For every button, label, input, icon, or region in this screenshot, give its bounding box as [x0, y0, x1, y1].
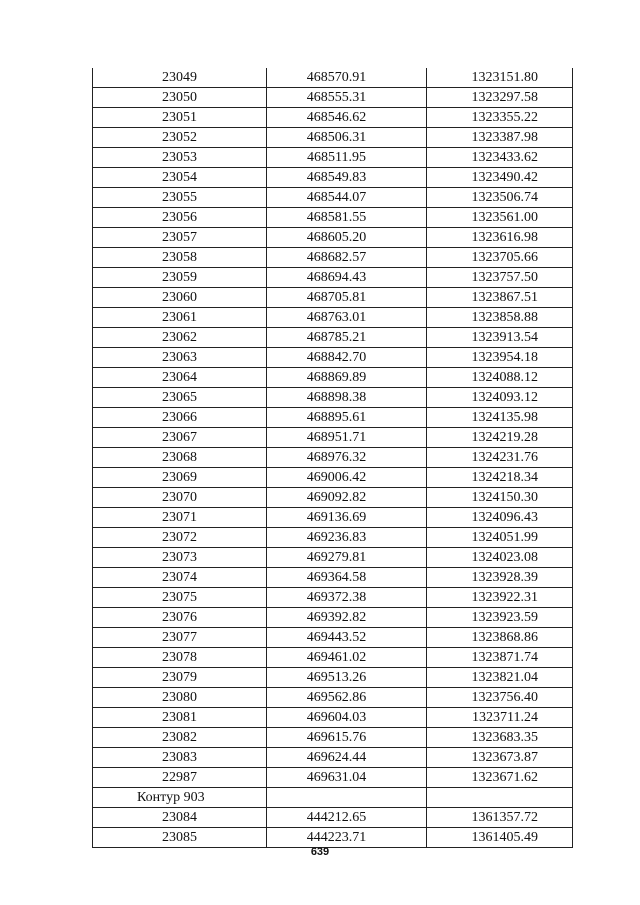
point-id-cell: 23078: [93, 648, 267, 668]
x-coordinate-cell: 468605.20: [267, 228, 427, 248]
y-coordinate-cell: 1323922.31: [427, 588, 573, 608]
point-id-cell: 22987: [93, 768, 267, 788]
point-id-cell: 23074: [93, 568, 267, 588]
y-coordinate-cell: 1323757.50: [427, 268, 573, 288]
y-coordinate-cell: 1324093.12: [427, 388, 573, 408]
table-row: [93, 568, 573, 588]
table-row: [93, 828, 573, 848]
y-coordinate-cell: 1324219.28: [427, 428, 573, 448]
table-row: [93, 668, 573, 688]
x-coordinate-cell: 469364.58: [267, 568, 427, 588]
x-coordinate-cell: 468570.91: [267, 68, 427, 88]
x-coordinate-cell: 469372.38: [267, 588, 427, 608]
x-coordinate-cell: 468898.38: [267, 388, 427, 408]
x-coordinate-cell: 469562.86: [267, 688, 427, 708]
point-id-cell: 23049: [93, 68, 267, 88]
y-coordinate-cell: 1324096.43: [427, 508, 573, 528]
x-coordinate-cell: 469604.03: [267, 708, 427, 728]
empty-cell: [427, 788, 573, 808]
point-id-cell: 23080: [93, 688, 267, 708]
y-coordinate-cell: 1323871.74: [427, 648, 573, 668]
y-coordinate-cell: 1324135.98: [427, 408, 573, 428]
y-coordinate-cell: 1323433.62: [427, 148, 573, 168]
y-coordinate-cell: 1323671.62: [427, 768, 573, 788]
y-coordinate-cell: 1324023.08: [427, 548, 573, 568]
x-coordinate-cell: 469443.52: [267, 628, 427, 648]
table-row: [93, 248, 573, 268]
point-id-cell: 23073: [93, 548, 267, 568]
x-coordinate-cell: 468546.62: [267, 108, 427, 128]
table-row: [93, 368, 573, 388]
point-id-cell: 23084: [93, 808, 267, 828]
y-coordinate-cell: 1323954.18: [427, 348, 573, 368]
point-id-cell: 23085: [93, 828, 267, 848]
point-id-cell: 23076: [93, 608, 267, 628]
table-row: [93, 108, 573, 128]
table-row: [93, 88, 573, 108]
point-id-cell: 23054: [93, 168, 267, 188]
table-row: [93, 468, 573, 488]
table-row: [93, 768, 573, 788]
y-coordinate-cell: 1324218.34: [427, 468, 573, 488]
table-row: [93, 128, 573, 148]
point-id-cell: 23055: [93, 188, 267, 208]
x-coordinate-cell: 469513.26: [267, 668, 427, 688]
point-id-cell: 23067: [93, 428, 267, 448]
y-coordinate-cell: 1361357.72: [427, 808, 573, 828]
point-id-cell: 23079: [93, 668, 267, 688]
x-coordinate-cell: 468976.32: [267, 448, 427, 468]
point-id-cell: 23083: [93, 748, 267, 768]
section-header-row: [93, 788, 573, 808]
y-coordinate-cell: 1323705.66: [427, 248, 573, 268]
y-coordinate-cell: 1323506.74: [427, 188, 573, 208]
y-coordinate-cell: 1323756.40: [427, 688, 573, 708]
x-coordinate-cell: 469279.81: [267, 548, 427, 568]
point-id-cell: 23053: [93, 148, 267, 168]
y-coordinate-cell: 1323490.42: [427, 168, 573, 188]
point-id-cell: 23057: [93, 228, 267, 248]
x-coordinate-cell: 469006.42: [267, 468, 427, 488]
x-coordinate-cell: 468549.83: [267, 168, 427, 188]
table-row: [93, 348, 573, 368]
table-row: [93, 728, 573, 748]
x-coordinate-cell: 468506.31: [267, 128, 427, 148]
table-row: [93, 748, 573, 768]
x-coordinate-cell: 444223.71: [267, 828, 427, 848]
y-coordinate-cell: 1323616.98: [427, 228, 573, 248]
point-id-cell: 23051: [93, 108, 267, 128]
table-row: [93, 548, 573, 568]
point-id-cell: 23050: [93, 88, 267, 108]
x-coordinate-cell: 468869.89: [267, 368, 427, 388]
table-row: [93, 708, 573, 728]
table-row: [93, 628, 573, 648]
table-row: [93, 188, 573, 208]
table-row: [93, 228, 573, 248]
page-number: 639: [310, 846, 330, 858]
y-coordinate-cell: 1324231.76: [427, 448, 573, 468]
x-coordinate-cell: 444212.65: [267, 808, 427, 828]
x-coordinate-cell: 468694.43: [267, 268, 427, 288]
y-coordinate-cell: 1323913.54: [427, 328, 573, 348]
point-id-cell: 23060: [93, 288, 267, 308]
point-id-cell: 23052: [93, 128, 267, 148]
coordinates-document: [92, 68, 572, 848]
y-coordinate-cell: 1323711.24: [427, 708, 573, 728]
x-coordinate-cell: 468682.57: [267, 248, 427, 268]
x-coordinate-cell: 469392.82: [267, 608, 427, 628]
x-coordinate-cell: 468544.07: [267, 188, 427, 208]
table-row: [93, 448, 573, 468]
x-coordinate-cell: 468763.01: [267, 308, 427, 328]
point-id-cell: 23077: [93, 628, 267, 648]
point-id-cell: 23063: [93, 348, 267, 368]
x-coordinate-cell: 468895.61: [267, 408, 427, 428]
x-coordinate-cell: 469615.76: [267, 728, 427, 748]
table-row: [93, 388, 573, 408]
point-id-cell: 23082: [93, 728, 267, 748]
x-coordinate-cell: 469461.02: [267, 648, 427, 668]
y-coordinate-cell: 1323867.51: [427, 288, 573, 308]
x-coordinate-cell: 468842.70: [267, 348, 427, 368]
point-id-cell: 23062: [93, 328, 267, 348]
y-coordinate-cell: 1323355.22: [427, 108, 573, 128]
y-coordinate-cell: 1323297.58: [427, 88, 573, 108]
table-row: [93, 808, 573, 828]
table-row: [93, 268, 573, 288]
point-id-cell: 23072: [93, 528, 267, 548]
point-id-cell: 23066: [93, 408, 267, 428]
y-coordinate-cell: 1323821.04: [427, 668, 573, 688]
x-coordinate-cell: 468511.95: [267, 148, 427, 168]
x-coordinate-cell: 469092.82: [267, 488, 427, 508]
y-coordinate-cell: 1323387.98: [427, 128, 573, 148]
y-coordinate-cell: 1323868.86: [427, 628, 573, 648]
coordinates-table: [92, 68, 573, 848]
x-coordinate-cell: 468555.31: [267, 88, 427, 108]
x-coordinate-cell: 469624.44: [267, 748, 427, 768]
y-coordinate-cell: 1323683.35: [427, 728, 573, 748]
y-coordinate-cell: 1323673.87: [427, 748, 573, 768]
table-row: [93, 588, 573, 608]
point-id-cell: 23071: [93, 508, 267, 528]
y-coordinate-cell: 1323858.88: [427, 308, 573, 328]
table-row: [93, 528, 573, 548]
x-coordinate-cell: 468785.21: [267, 328, 427, 348]
table-row: [93, 328, 573, 348]
y-coordinate-cell: 1323561.00: [427, 208, 573, 228]
y-coordinate-cell: 1361405.49: [427, 828, 573, 848]
point-id-cell: 23058: [93, 248, 267, 268]
point-id-cell: 23056: [93, 208, 267, 228]
point-id-cell: 23075: [93, 588, 267, 608]
x-coordinate-cell: 469631.04: [267, 768, 427, 788]
table-row: [93, 208, 573, 228]
section-label: Контур 903: [93, 788, 267, 808]
table-row: [93, 608, 573, 628]
x-coordinate-cell: 468581.55: [267, 208, 427, 228]
table-row: [93, 488, 573, 508]
point-id-cell: 23059: [93, 268, 267, 288]
x-coordinate-cell: 469236.83: [267, 528, 427, 548]
table-row: [93, 408, 573, 428]
point-id-cell: 23065: [93, 388, 267, 408]
y-coordinate-cell: 1324051.99: [427, 528, 573, 548]
x-coordinate-cell: 468951.71: [267, 428, 427, 448]
table-row: [93, 288, 573, 308]
y-coordinate-cell: 1323151.80: [427, 68, 573, 88]
empty-cell: [267, 788, 427, 808]
y-coordinate-cell: 1324088.12: [427, 368, 573, 388]
table-row: [93, 168, 573, 188]
point-id-cell: 23069: [93, 468, 267, 488]
table-row: [93, 508, 573, 528]
coordinates-table-body: [93, 68, 573, 848]
point-id-cell: 23070: [93, 488, 267, 508]
x-coordinate-cell: 469136.69: [267, 508, 427, 528]
table-row: [93, 148, 573, 168]
table-row: [93, 428, 573, 448]
point-id-cell: 23081: [93, 708, 267, 728]
y-coordinate-cell: 1323923.59: [427, 608, 573, 628]
point-id-cell: 23061: [93, 308, 267, 328]
table-row: [93, 648, 573, 668]
table-row: [93, 688, 573, 708]
table-row: [93, 308, 573, 328]
x-coordinate-cell: 468705.81: [267, 288, 427, 308]
y-coordinate-cell: 1323928.39: [427, 568, 573, 588]
point-id-cell: 23064: [93, 368, 267, 388]
point-id-cell: 23068: [93, 448, 267, 468]
y-coordinate-cell: 1324150.30: [427, 488, 573, 508]
table-row: [93, 68, 573, 88]
